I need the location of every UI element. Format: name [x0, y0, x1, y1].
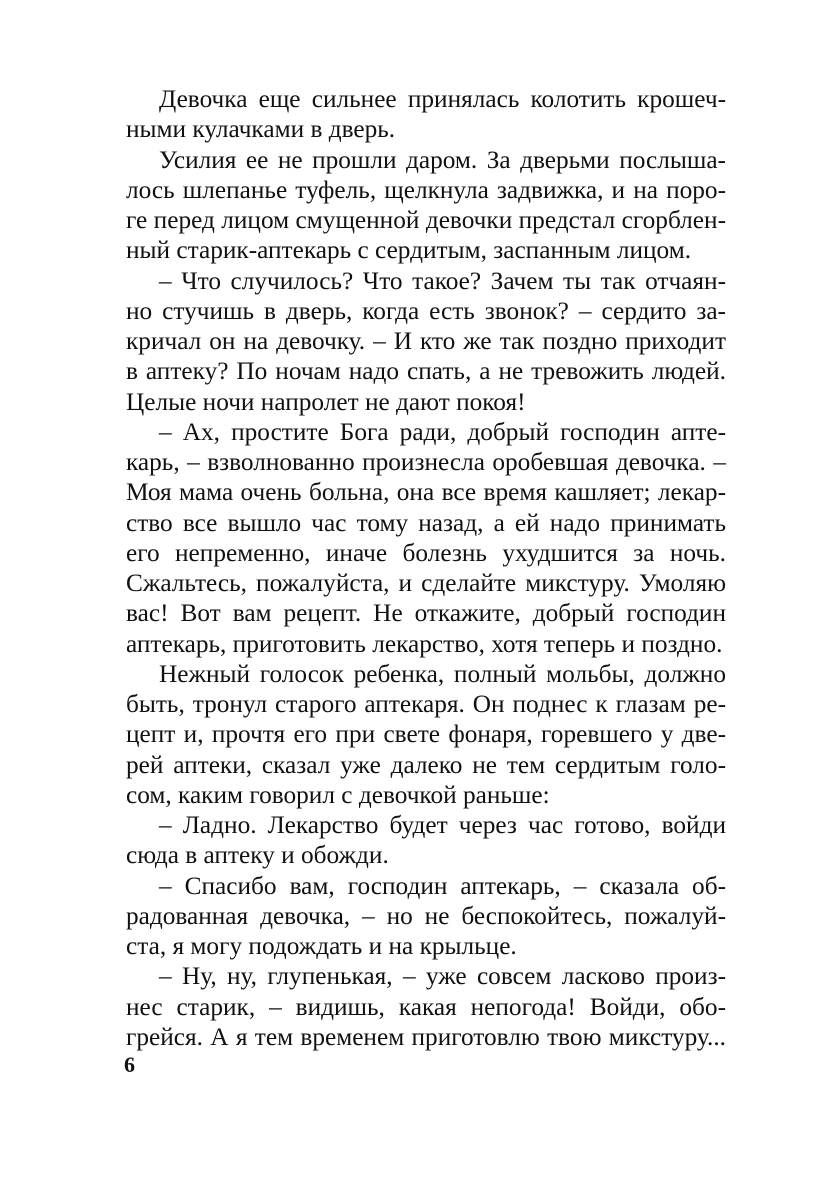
text-line: рей аптеки, сказал уже далеко не тем сердитым голо- — [126, 750, 726, 779]
text-line: Моя мама очень больна, она все время кашляет; лекар- — [126, 478, 726, 507]
text-line: ными кулачками в дверь. — [126, 115, 396, 144]
text-line: аптекарь, приготовить лекарство, хотя теперь и поздно. — [126, 629, 723, 658]
text-line: ный старик-аптекарь с сердитым, заспанным лицом. — [126, 236, 692, 265]
text-line: ство все вышло час тому назад, а ей надо принимать — [126, 508, 726, 537]
text-line: нес старик, – видишь, какая непогода! Войди, обо- — [126, 992, 726, 1021]
text-line: Сжальтесь, пожалуйста, и сделайте микстуру. Умоляю — [126, 569, 726, 597]
text-line: карь, – взволнованно произнесла оробевшая девочка. – — [126, 448, 726, 476]
text-line: ге перед лицом смущенной девочки предстал сгорблен- — [126, 206, 726, 234]
text-line: но стучишь в дверь, когда есть звонок? – сердито за- — [126, 296, 726, 325]
text-line: Усилия ее не прошли даром. За дверьми послыша- — [159, 145, 726, 174]
text-line: сом, каким говорил с девочкой раньше: — [126, 780, 550, 809]
text-line: Целые ночи напролет не дают покоя! — [126, 387, 526, 416]
text-line: ста, я могу подождать и на крыльце. — [126, 932, 517, 960]
text-line: – Спасибо вам, господин аптекарь, – сказала об- — [159, 871, 726, 900]
text-line: Нежный голосок ребенка, полный мольбы, должно — [159, 659, 726, 688]
text-line: цепт и, прочтя его при свете фонаря, горевшего у две- — [126, 720, 726, 749]
text-line: радованная девочка, – но не беспокойтесь, пожалуй- — [126, 901, 726, 930]
text-line: Девочка еще сильнее принялась колотить крошеч- — [159, 85, 726, 113]
text-line: – Ах, простите Бога ради, добрый господин апте- — [159, 417, 726, 446]
text-line: – Что случилось? Что такое? Зачем ты так отчаян- — [159, 266, 726, 295]
page-body — [126, 84, 726, 1052]
text-line: – Ладно. Лекарство будет через час готово, войди — [159, 811, 726, 839]
text-line: лось шлепанье туфель, щелкнула задвижка, и на поро- — [126, 175, 726, 204]
text-line: его непременно, иначе болезнь ухудшится за ночь. — [126, 538, 726, 567]
text-line: – Ну, ну, глупенькая, – уже совсем ласково произ- — [159, 962, 726, 991]
text-line: быть, тронул старого аптекаря. Он поднес к глазам ре- — [126, 690, 726, 718]
text-line: сюда в аптеку и обожди. — [126, 841, 389, 870]
text-line: кричал он на девочку. – И кто же так поздно приходит — [126, 327, 726, 355]
text-line: в аптеку? По ночам надо спать, а не тревожить людей. — [126, 357, 726, 386]
text-line: грейся. А я тем временем приготовлю твою микстуру... — [126, 1022, 726, 1051]
page-number: 6 — [124, 1052, 135, 1077]
text-line: вас! Вот вам рецепт. Не откажите, добрый господин — [126, 599, 726, 628]
